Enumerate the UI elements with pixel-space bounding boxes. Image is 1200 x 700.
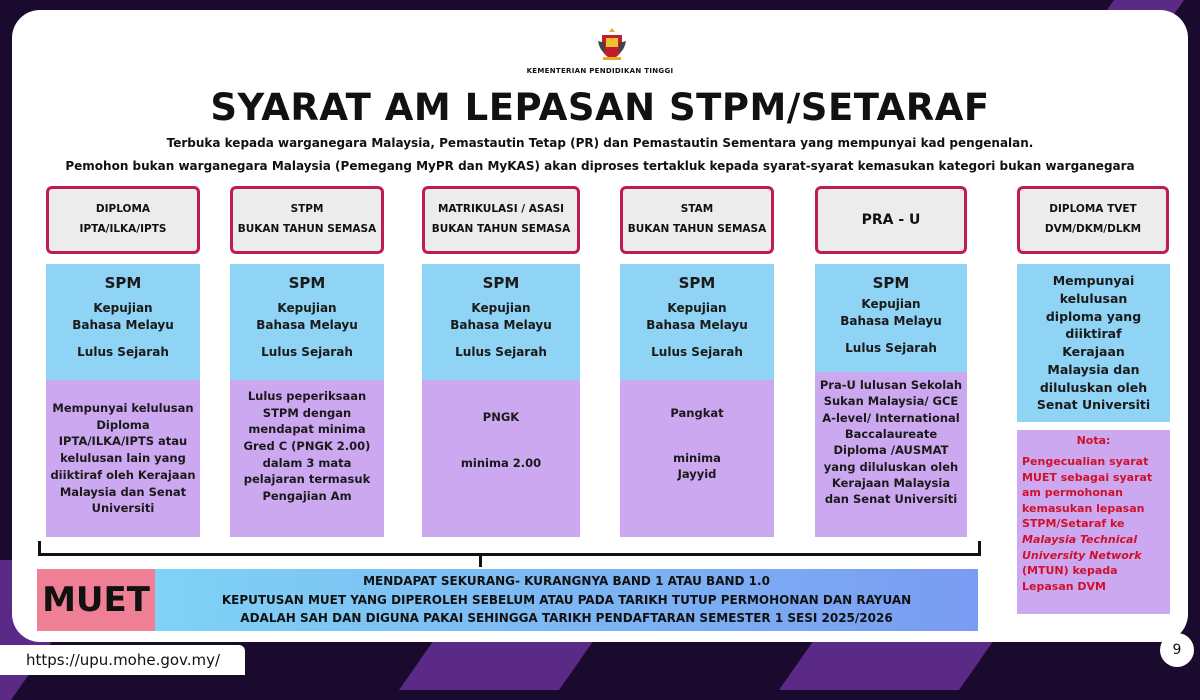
column-header-line1: PRA - U [861,211,921,228]
brace-right-end [978,541,981,555]
nota-panel [1017,430,1170,614]
bm-requirement: Kepujian Bahasa Melayu [450,301,552,333]
nota-text-part1: Pengecualian syarat MUET sebagai syarat am permohonan kemasukan lepasan STPM/Setaraf ke [1022,455,1153,531]
slide-card [12,10,1188,642]
subtitle-eligibility: Terbuka kepada warganegara Malaysia, Pemastautin Tetap (PR) dan Pemastautin Sementara yang mempunyai kad pengenalan. [166,136,1034,150]
muet-line3: ADALAH SAH DAN DIGUNA PAKAI SEHINGGA TARIKH PENDAFTARAN SEMESTER 1 SESI 2025/2026 [240,611,893,626]
column-header-line1: STPM [290,203,324,216]
spm-panel-pra-u [815,264,967,372]
nota-title: Nota: [1076,434,1111,447]
column-header-line2: BUKAN TAHUN SEMASA [431,223,571,235]
brace-horizontal [38,553,981,556]
muet-requirements [155,569,978,631]
sejarah-requirement: Lulus Sejarah [845,340,937,355]
nota-text-part2: (MTUN) kepada Lepasan DVM [1022,564,1118,593]
column-header-line1: DIPLOMA [95,203,151,216]
detail-panel-diploma [46,380,200,537]
column-header-stam [620,186,774,254]
source-url[interactable]: https://upu.mohe.gov.my/ [0,645,245,675]
column-header-line2: BUKAN TAHUN SEMASA [627,223,767,235]
column-header-line2: IPTA/ILKA/IPTS [79,223,167,235]
sejarah-requirement: Lulus Sejarah [77,344,169,359]
spm-label: SPM [872,274,910,292]
detail-text: Lulus peperiksaan STPM dengan mendapat minima Gred C (PNGK 2.00) dalam 3 mata pelajaran termasuk Pengajian Am [243,389,371,504]
column-header-line2: DVM/DKM/DLKM [1044,223,1142,235]
pangkat-minimum: minima Jayyid [673,451,721,482]
muet-line1: MENDAPAT SEKURANG- KURANGNYA BAND 1 ATAU BAND 1.0 [363,574,770,589]
spm-panel-diploma-tvet [1017,264,1170,422]
pngk-label: PNGK [482,410,520,424]
spm-panel-diploma [46,264,200,380]
brace-center-stem [479,553,482,567]
sejarah-requirement: Lulus Sejarah [651,344,743,359]
bm-requirement: Kepujian Bahasa Melayu [646,301,748,333]
column-header-diploma-tvet [1017,186,1169,254]
column-header-line1: MATRIKULASI / ASASI [437,203,565,216]
sejarah-requirement: Lulus Sejarah [455,344,547,359]
column-header-matrikulasi [422,186,580,254]
detail-panel-pra-u [815,372,967,537]
pngk-minimum: minima 2.00 [460,456,542,470]
coat-of-arms-icon [597,27,627,61]
column-header-pra-u [815,186,967,254]
spm-label: SPM [482,274,520,292]
page-title: SYARAT AM LEPASAN STPM/SETARAF [210,86,990,129]
bm-requirement: Kepujian Bahasa Melayu [840,297,942,329]
spm-panel-stpm [230,264,384,380]
detail-text: Mempunyai kelulusan Diploma IPTA/ILKA/IPTS atau kelulusan lain yang diiktiraf oleh Kerajaan Malaysia dan Senat Universiti [50,401,196,516]
column-header-line1: DIPLOMA TVET [1049,203,1137,216]
page-number: 9 [1160,633,1194,667]
column-header-stpm [230,186,384,254]
column-header-line1: STAM [680,203,714,216]
bm-requirement: Kepujian Bahasa Melayu [72,301,174,333]
column-header-diploma [46,186,200,254]
column-header-line2: BUKAN TAHUN SEMASA [237,223,377,235]
detail-text: Mempunyai kelulusan diploma yang diiktiraf Kerajaan Malaysia dan diluluskan oleh Senat Universiti [1036,273,1151,413]
bm-requirement: Kepujian Bahasa Melayu [256,301,358,333]
nota-text [1022,454,1167,594]
pangkat-label: Pangkat [670,406,724,420]
spm-panel-stam [620,264,774,380]
spm-label: SPM [104,274,142,292]
detail-panel-stam [620,380,774,537]
muet-label-box: MUET [37,569,155,631]
sejarah-requirement: Lulus Sejarah [261,344,353,359]
detail-panel-stpm [230,380,384,537]
spm-panel-matrikulasi [422,264,580,380]
subtitle-non-citizen: Pemohon bukan warganegara Malaysia (Pemegang MyPR dan MyKAS) akan diproses tertakluk kepada syarat-syarat kemasukan kategori bukan warganegara [65,159,1135,173]
muet-line2: KEPUTUSAN MUET YANG DIPEROLEH SEBELUM ATAU PADA TARIKH TUTUP PERMOHONAN DAN RAYUAN [221,592,912,607]
spm-label: SPM [678,274,716,292]
spm-label: SPM [288,274,326,292]
detail-text: Pra-U lulusan Sekolah Sukan Malaysia/ GCE A-level/ International Baccalaureate Diploma /AUSMAT yang diluluskan oleh Kerajaan Malaysia dan Senat Universiti [819,378,963,507]
detail-panel-matrikulasi [422,380,580,537]
ministry-name: KEMENTERIAN PENDIDIKAN TINGGI [526,67,674,75]
nota-text-italic: Malaysia Technical University Network [1022,533,1142,562]
